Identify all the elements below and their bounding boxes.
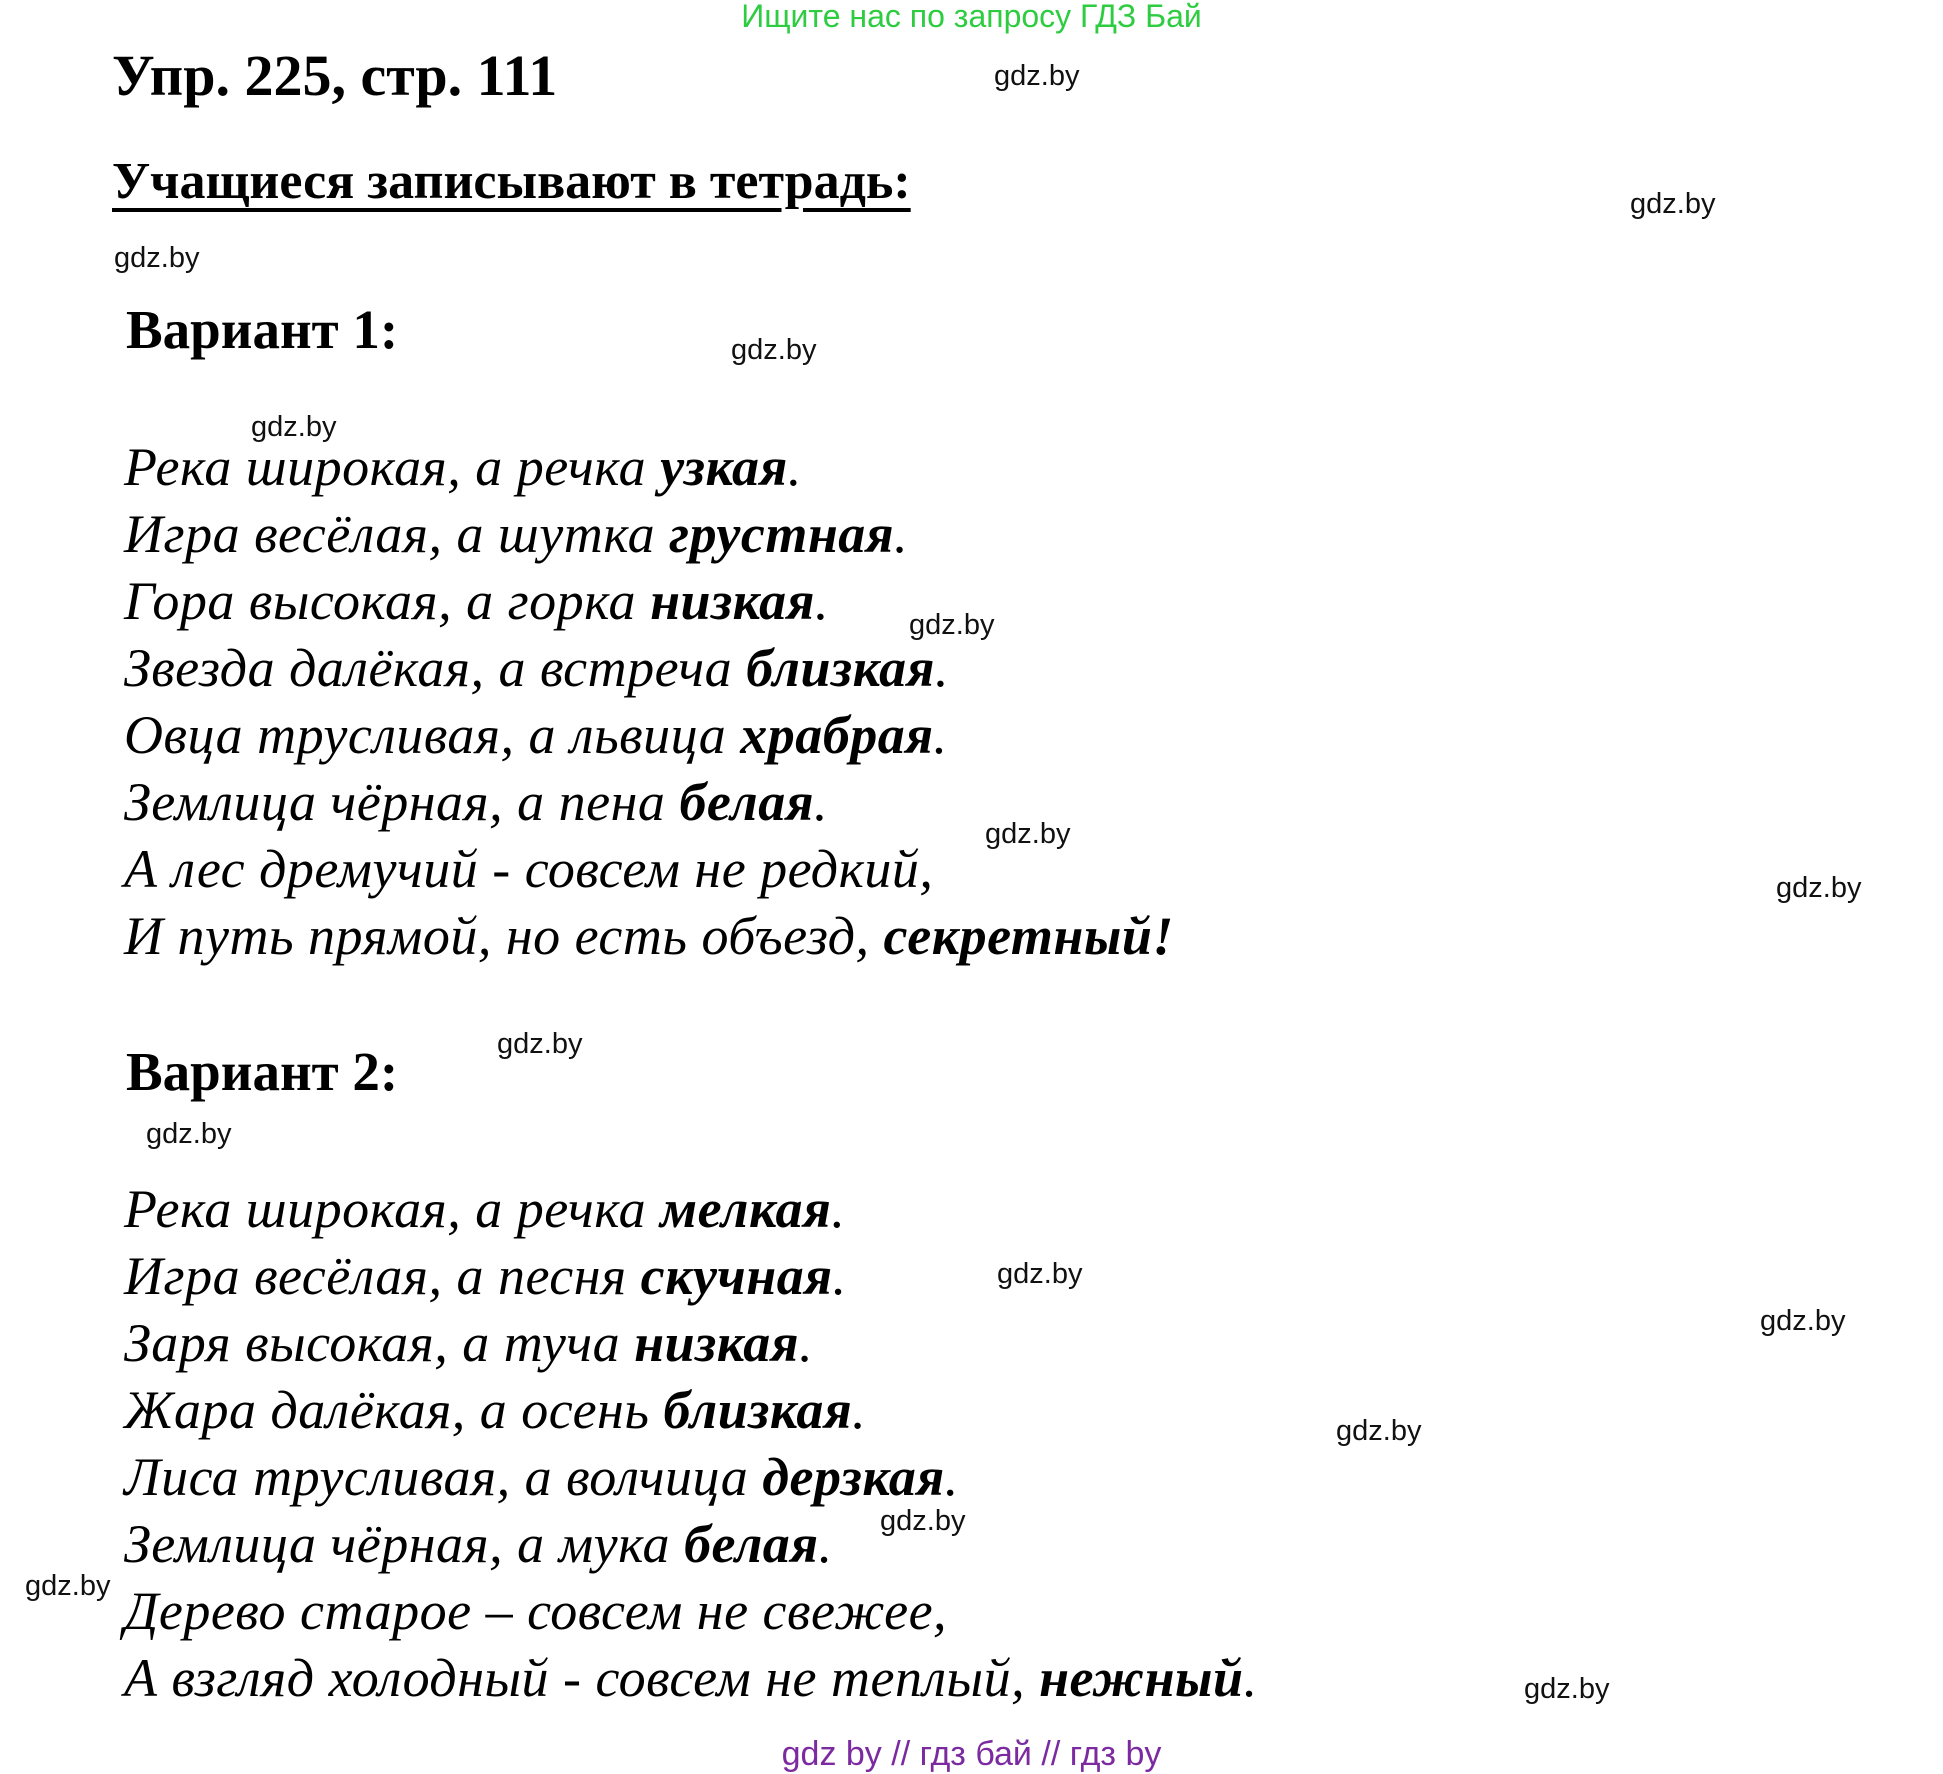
line-text: Игра весёлая, а песня	[124, 1246, 641, 1306]
watermark: gdz.by	[497, 1028, 583, 1060]
top-banner: Ищите нас по запросу ГДЗ Бай	[741, 0, 1202, 34]
line-answer: секретный!	[883, 906, 1174, 966]
variant2-line	[124, 1647, 1258, 1709]
variant2-line	[124, 1245, 847, 1307]
variant1-heading: Вариант 1:	[126, 299, 399, 360]
line-answer: узкая	[660, 437, 788, 497]
line-end: .	[814, 772, 829, 832]
variant2-line	[124, 1379, 866, 1441]
line-end: .	[894, 504, 909, 564]
variant1-line	[124, 704, 948, 766]
variant1-line	[124, 771, 828, 833]
watermark: gdz.by	[146, 1118, 232, 1150]
line-end: .	[818, 1514, 833, 1574]
line-end: .	[852, 1380, 867, 1440]
line-text: Заря высокая, а туча	[124, 1313, 635, 1373]
variant2-line	[124, 1580, 947, 1642]
line-answer: низкая	[634, 1313, 800, 1373]
variant2-heading: Вариант 2:	[126, 1041, 399, 1102]
line-text: Жара далёкая, а осень	[124, 1380, 664, 1440]
line-end: .	[1243, 1648, 1258, 1708]
line-text: Дерево старое – совсем не свежее,	[124, 1581, 948, 1641]
watermark: gdz.by	[251, 411, 337, 443]
line-text: А взгляд холодный - совсем не теплый,	[124, 1648, 1040, 1708]
line-answer: дерзкая	[762, 1447, 945, 1507]
variant2-line	[124, 1178, 845, 1240]
variant1-line	[124, 570, 829, 632]
line-text: И путь прямой, но есть объезд,	[124, 906, 884, 966]
variant2-line	[124, 1513, 833, 1575]
line-text: Лиса трусливая, а волчица	[124, 1447, 763, 1507]
line-answer: нежный	[1039, 1648, 1244, 1708]
line-answer: грустная	[669, 504, 895, 564]
watermark: gdz.by	[1760, 1305, 1846, 1337]
line-text: Река широкая, а речка	[124, 437, 661, 497]
variant1-line	[124, 838, 933, 900]
variant1-line	[124, 905, 1174, 967]
watermark: gdz.by	[1336, 1415, 1422, 1447]
line-answer: близкая	[663, 1380, 853, 1440]
line-end: .	[933, 705, 948, 765]
watermark: gdz.by	[731, 334, 817, 366]
bottom-footer: gdz by // гдз бай // гдз by	[781, 1735, 1162, 1773]
line-answer: храбрая	[740, 705, 934, 765]
line-text: Землица чёрная, а мука	[124, 1514, 684, 1574]
variant2-line	[124, 1312, 813, 1374]
line-answer: скучная	[640, 1246, 833, 1306]
watermark: gdz.by	[25, 1570, 111, 1602]
line-end: .	[934, 638, 949, 698]
watermark: gdz.by	[880, 1505, 966, 1537]
variant1-line	[124, 436, 802, 498]
line-text: Овца трусливая, а львица	[124, 705, 741, 765]
watermark: gdz.by	[114, 242, 200, 274]
line-text: Звезда далёкая, а встреча	[124, 638, 747, 698]
line-end: .	[832, 1246, 847, 1306]
line-end: .	[787, 437, 802, 497]
variant1-line	[124, 503, 908, 565]
line-answer: мелкая	[660, 1179, 832, 1239]
line-answer: низкая	[650, 571, 815, 631]
exercise-title: Упр. 225, стр. 111	[112, 43, 558, 108]
watermark: gdz.by	[1630, 188, 1716, 220]
watermark: gdz.by	[994, 60, 1080, 92]
watermark: gdz.by	[1776, 872, 1862, 904]
line-answer: белая	[679, 772, 815, 832]
line-text: А лес дремучий - совсем не редкий,	[124, 839, 934, 899]
line-end: .	[799, 1313, 814, 1373]
watermark: gdz.by	[997, 1258, 1083, 1290]
variant1-line	[124, 637, 949, 699]
line-answer: близкая	[746, 638, 935, 698]
watermark: gdz.by	[985, 818, 1071, 850]
line-text: Гора высокая, а горка	[124, 571, 651, 631]
line-answer: белая	[684, 1514, 819, 1574]
line-end: .	[814, 571, 829, 631]
line-text: Землица чёрная, а пена	[124, 772, 680, 832]
line-end: .	[944, 1447, 959, 1507]
instruction-subtitle: Учащиеся записывают в тетрадь:	[112, 153, 911, 210]
line-text: Игра весёлая, а шутка	[124, 504, 670, 564]
watermark: gdz.by	[1524, 1673, 1610, 1705]
line-end: .	[831, 1179, 846, 1239]
watermark: gdz.by	[909, 609, 995, 641]
line-text: Река широкая, а речка	[124, 1179, 661, 1239]
variant2-line	[124, 1446, 959, 1508]
